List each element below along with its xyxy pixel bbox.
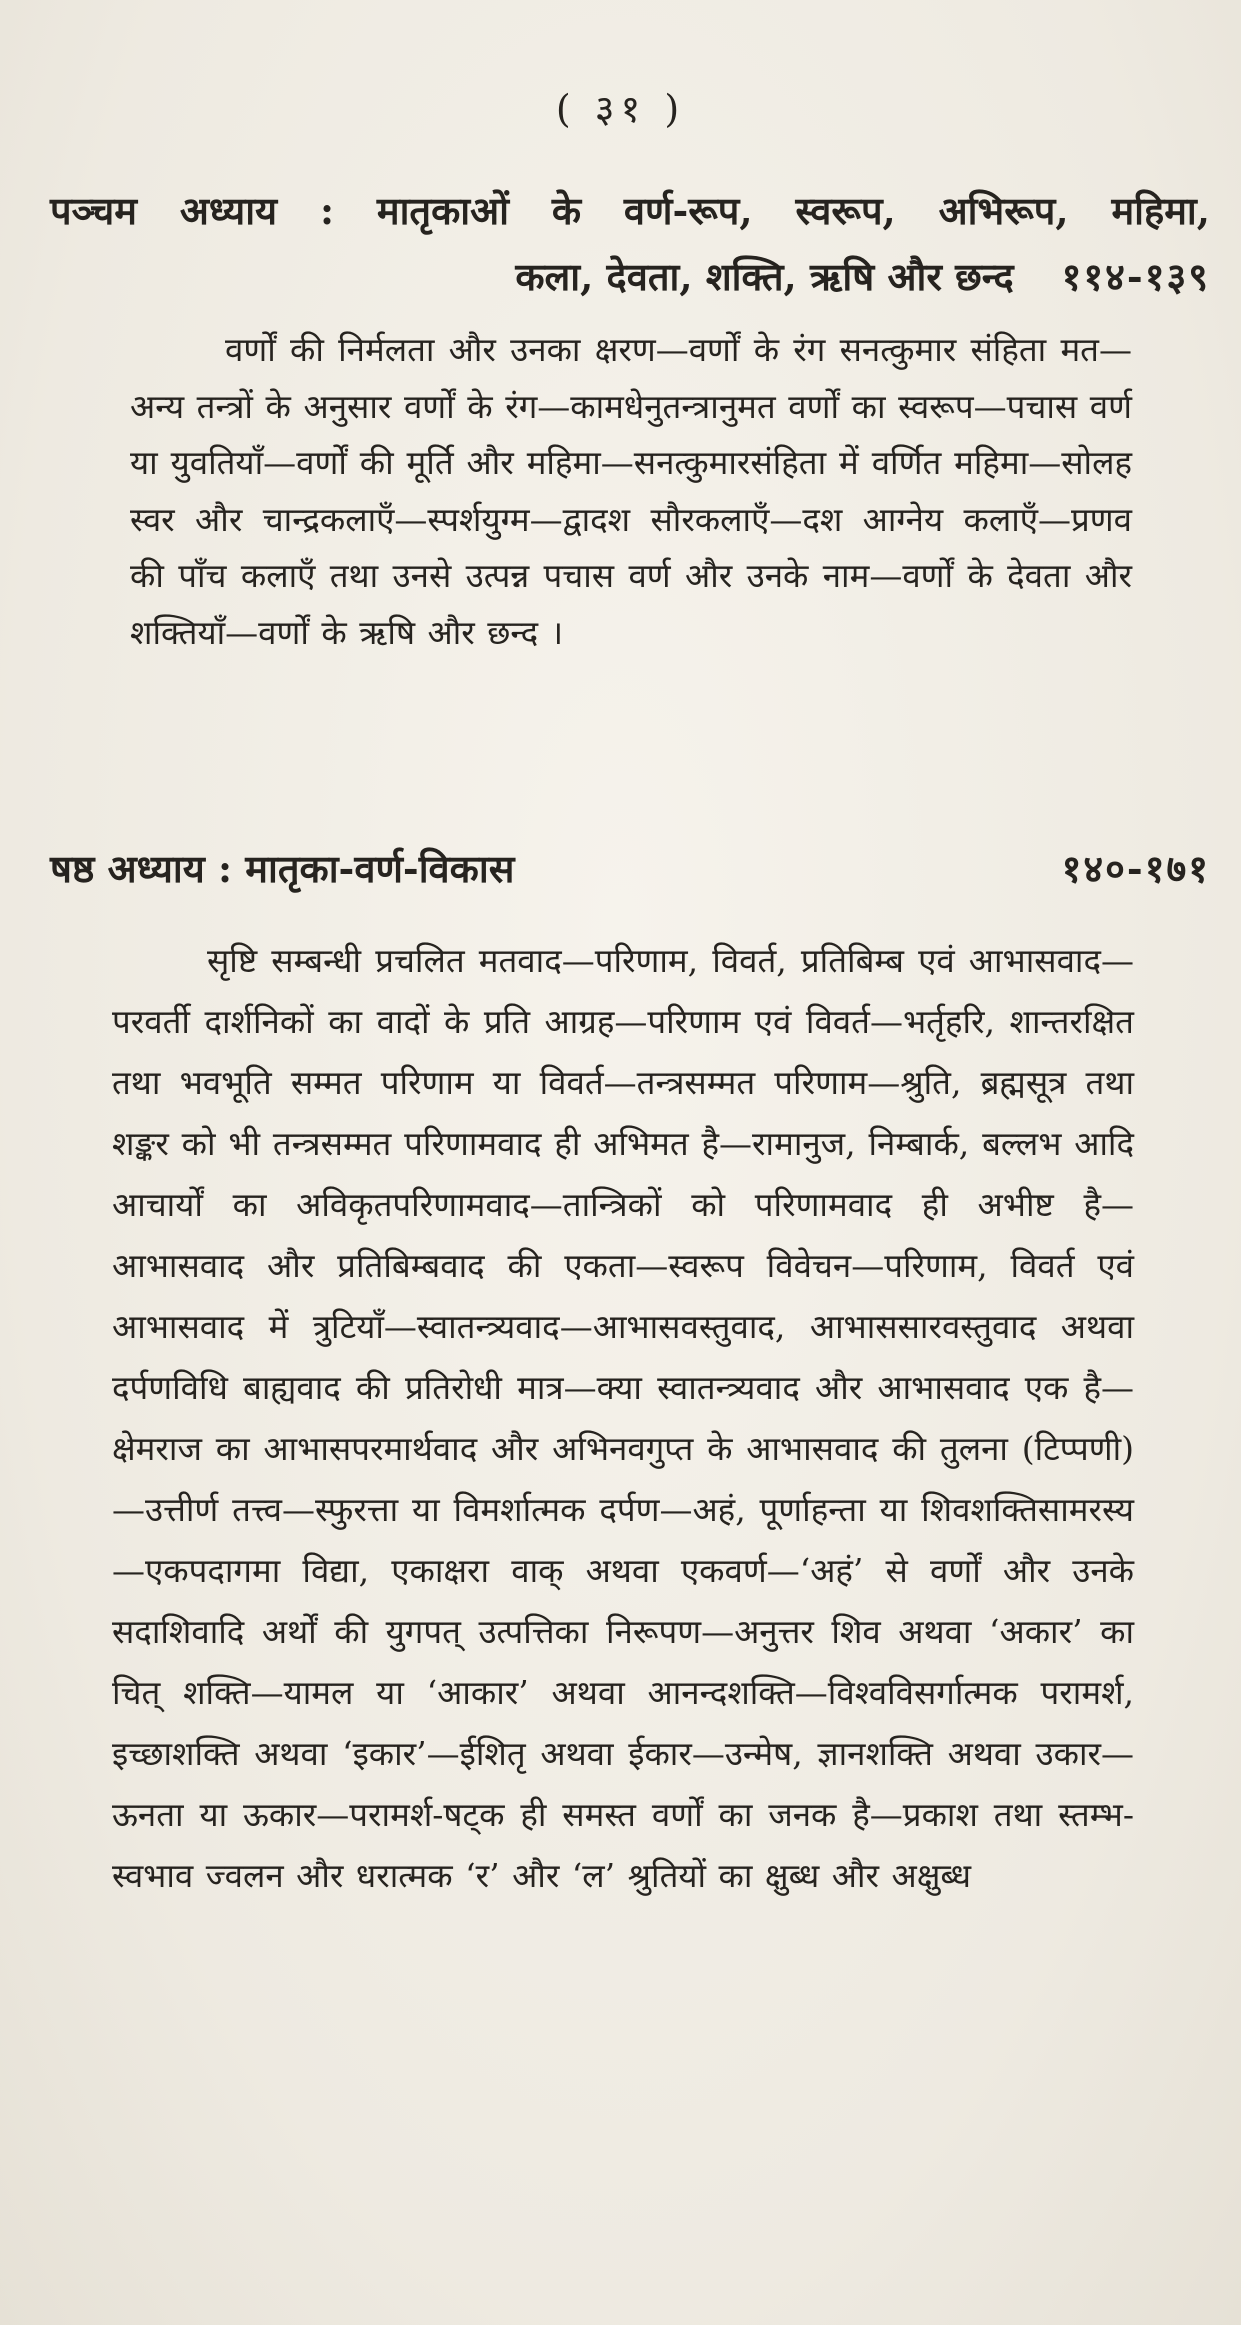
chapter-5-title-line2-row [50, 244, 1210, 310]
chapter-6-title: षष्ठ अध्याय : मातृका-वर्ण-विकास [50, 846, 515, 891]
chapter-5-page-range: ११४-१३९ [1061, 254, 1210, 299]
chapter-6-summary [112, 930, 1134, 1906]
chapter-6-summary-text: सृष्टि सम्बन्धी प्रचलित मतवाद—परिणाम, विवर्त, प्रतिबिम्ब एवं आभासवाद—परवर्ती दार्शनिकों का वादों के प्रति आग्रह—परिणाम एवं विवर्त—भर्तृहरि, शान्तरक्षित तथा भवभूति सम्मत परिणाम या विवर्त—तन्त्रसम्मत परिणाम—श्रुति, ब्रह्मसूत्र तथा शङ्कर को भी तन्त्रसम्मत परिणामवाद ही अभिमत है—रामानुज, निम्बार्क, बल्लभ आदि आचार्यों का अविकृतपरिणामवाद—तान्त्रिकों को परिणामवाद ही अभीष्ट है—आभासवाद और प्रतिबिम्बवाद की एकता—स्वरूप विवेचन—परिणाम, विवर्त एवं आभासवाद में त्रुटियाँ—स्वातन्त्र्यवाद—आभासवस्तुवाद, आभाससारवस्तुवाद अथवा दर्पणविधि बाह्यवाद की प्रतिरोधी मात्र—क्या स्वातन्त्र्यवाद और आभासवाद एक है—क्षेमराज का आभासपरमार्थवाद और अभिनवगुप्त के आभासवाद की तुलना (टिप्पणी)—उत्तीर्ण तत्त्व—स्फुरत्ता या विमर्शात्मक दर्पण—अहं, पूर्णाहन्ता या शिवशक्तिसामरस्य—एकपदागमा विद्या, एकाक्षरा वाक् अथवा एकवर्ण—‘अहं’ से वर्णों और उनके सदाशिवादि अर्थों की युगपत् उत्पत्तिका निरूपण—अनुत्तर शिव अथवा ‘अकार’ का चित् शक्ति—यामल या ‘आकार’ अथवा आनन्दशक्ति—विश्वविसर्गात्मक परामर्श, इच्छाशक्ति अथवा ‘इकार’—ईशितृ अथवा ईकार—उन्मेष, ज्ञानशक्ति अथवा उकार—ऊनता या ऊकार—परामर्श-षट्क ही समस्त वर्णों का जनक है—प्रकाश तथा स्तम्भ-स्वभाव ज्वलन और धरात्मक ‘र’ और ‘ल’ श्रुतियों का क्षुब्ध और अक्षुब्ध [112, 941, 1134, 1895]
chapter-5-title-line2: कला, देवता, शक्ति, ऋषि और छन्द [515, 254, 1014, 299]
chapter-5-title-line1: पञ्चम अध्याय : मातृकाओं के वर्ण-रूप, स्वरूप, अभिरूप, महिमा, [50, 188, 1210, 233]
chapter-6-heading [50, 836, 1210, 902]
chapter-5-summary-text: वर्णों की निर्मलता और उनका क्षरण—वर्णों के रंग सनत्कुमार संहिता मत—अन्य तन्त्रों के अनुसार वर्णों के रंग—कामधेनुतन्त्रानुमत वर्णों का स्वरूप—पचास वर्ण या युवतियाँ—वर्णों की मूर्ति और महिमा—सनत्कुमारसंहिता में वर्णित महिमा—सोलह स्वर और चान्द्रकलाएँ—स्पर्शयुग्म—द्वादश सौरकलाएँ—दश आग्नेय कलाएँ—प्रणव की पाँच कलाएँ तथा उनसे उत्पन्न पचास वर्ण और उनके नाम—वर्णों के देवता और शक्तियाँ—वर्णों के ऋषि और छन्द । [130, 330, 1132, 652]
chapter-6-page-range: १४०-१७१ [1061, 846, 1210, 891]
chapter-5-summary [130, 322, 1132, 661]
page-number: ( ३१ ) [555, 87, 686, 131]
chapter-5-heading [50, 178, 1210, 310]
